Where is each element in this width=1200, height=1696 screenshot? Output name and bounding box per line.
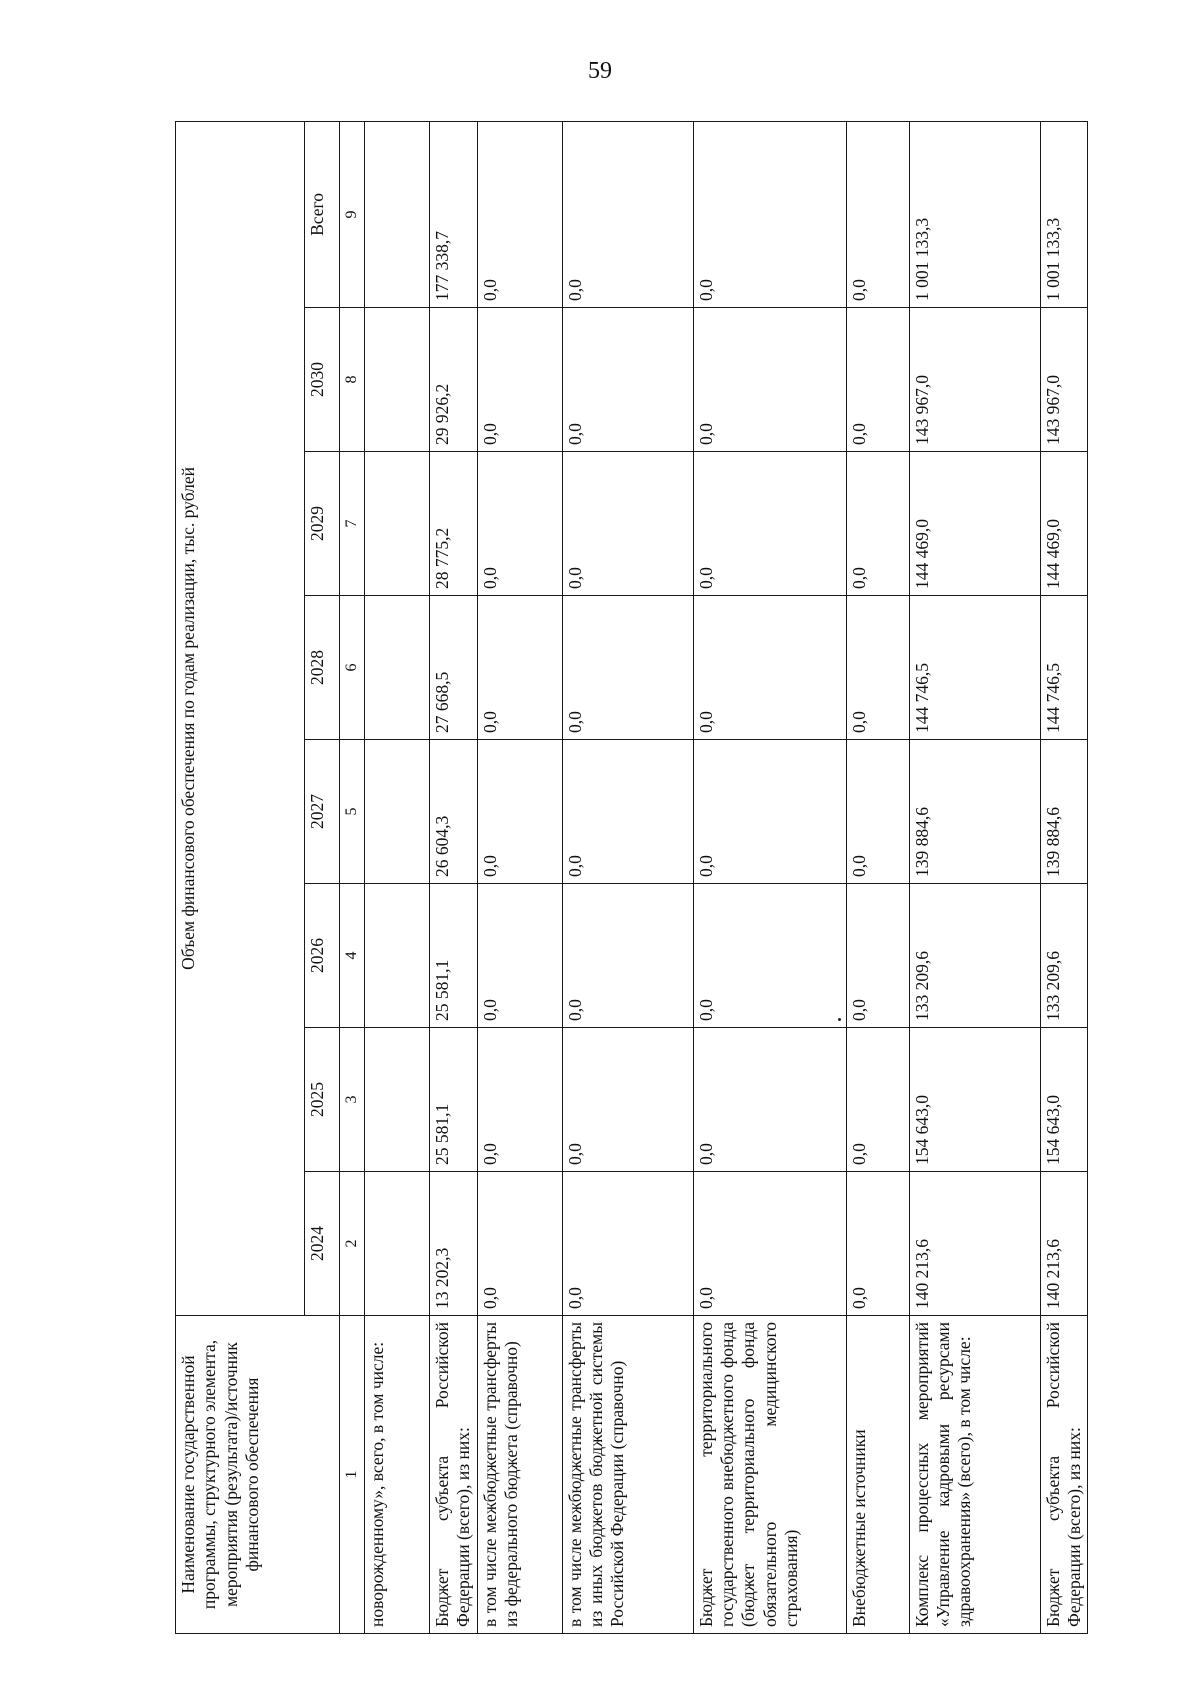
cell-value	[365, 596, 430, 740]
cell-value: 0,0	[562, 308, 693, 452]
row-name: новорожденному», всего, в том числе:	[365, 1316, 430, 1634]
cell-value: 0,0	[846, 1172, 909, 1316]
cell-value: 0,0	[562, 1028, 693, 1172]
column-number: 5	[340, 740, 365, 884]
cell-value: 0,0	[693, 1028, 846, 1172]
cell-value: 0,0	[693, 452, 846, 596]
cell-value: 29 926,2	[430, 308, 478, 452]
year-header: 2029	[305, 452, 340, 596]
cell-value	[365, 884, 430, 1028]
cell-value: 0,0	[477, 1172, 562, 1316]
cell-value: 28 775,2	[430, 452, 478, 596]
cell-value: 143 967,0	[909, 308, 1040, 452]
cell-value: 0,0	[846, 308, 909, 452]
column-number: 3	[340, 1028, 365, 1172]
cell-value: 0,0	[477, 1028, 562, 1172]
cell-value: 144 469,0	[909, 452, 1040, 596]
table-title: Объем финансового обеспечения по годам реализации, тыс. рублей	[176, 121, 305, 1315]
cell-value: 25 581,1	[430, 884, 478, 1028]
cell-value: 144 469,0	[1040, 452, 1088, 596]
column-number: 1	[340, 1316, 365, 1634]
cell-value-total: 0,0	[693, 121, 846, 307]
cell-value: 0,0	[846, 596, 909, 740]
cell-value-total: 1 001 133,3	[909, 121, 1040, 307]
cell-value: 0,0	[562, 740, 693, 884]
cell-value	[365, 1172, 430, 1316]
table-row	[430, 121, 478, 1633]
cell-value: 154 643,0	[1040, 1028, 1088, 1172]
column-number: 6	[340, 596, 365, 740]
cell-value: 0,0	[477, 452, 562, 596]
row-name: Внебюджетные источники	[846, 1316, 909, 1634]
cell-value-total	[365, 121, 430, 307]
scan-speck	[838, 1018, 841, 1021]
column-number: 4	[340, 884, 365, 1028]
cell-value: 26 604,3	[430, 740, 478, 884]
cell-value: 13 202,3	[430, 1172, 478, 1316]
year-header: 2027	[305, 740, 340, 884]
cell-value-total: 0,0	[562, 121, 693, 307]
row-name: в том числе межбюджетные трансферты из иных бюджетов бюджетной системы Российской Федерации (справочно)	[562, 1316, 693, 1634]
rotated-table-container	[175, 122, 1083, 1634]
column-number: 7	[340, 452, 365, 596]
cell-value: 0,0	[477, 596, 562, 740]
year-header: 2028	[305, 596, 340, 740]
cell-value: 0,0	[477, 740, 562, 884]
cell-value: 0,0	[693, 1172, 846, 1316]
cell-value-total: 0,0	[846, 121, 909, 307]
table-row	[693, 121, 846, 1633]
cell-value	[365, 452, 430, 596]
year-header: 2025	[305, 1028, 340, 1172]
cell-value: 0,0	[693, 740, 846, 884]
cell-value-total: 177 338,7	[430, 121, 478, 307]
table-row	[477, 121, 562, 1633]
row-name: в том числе межбюджетные трансферты из федерального бюджета (справочно)	[477, 1316, 562, 1634]
row-name: Комплекс процессных мероприятий «Управление кадровыми ресурсами здравоохранения» (всего), в том числе:	[909, 1316, 1040, 1634]
year-header: 2030	[305, 308, 340, 452]
cell-value: 154 643,0	[909, 1028, 1040, 1172]
cell-value: 0,0	[846, 452, 909, 596]
cell-value: 133 209,6	[909, 884, 1040, 1028]
table-row	[846, 121, 909, 1633]
cell-value: 0,0	[562, 452, 693, 596]
year-header: 2026	[305, 884, 340, 1028]
row-name: Бюджет территориального государственного внебюджетного фонда (бюджет территориального фонда обязательного медицинского страхования)	[693, 1316, 846, 1634]
cell-value	[365, 1028, 430, 1172]
row-name: Бюджет субъекта Российской Федерации (всего), из них:	[1040, 1316, 1088, 1634]
cell-value: 0,0	[846, 740, 909, 884]
cell-value: 0,0	[477, 884, 562, 1028]
cell-value: 144 746,5	[1040, 596, 1088, 740]
cell-value: 0,0	[846, 1028, 909, 1172]
table-row	[365, 121, 430, 1633]
cell-value: 0,0	[477, 308, 562, 452]
column-number: 9	[340, 121, 365, 307]
cell-value: 139 884,6	[909, 740, 1040, 884]
table-row	[909, 121, 1040, 1633]
cell-value	[365, 740, 430, 884]
cell-value: 0,0	[846, 884, 909, 1028]
column-number: 8	[340, 308, 365, 452]
table-row	[1040, 121, 1088, 1633]
cell-value: 27 668,5	[430, 596, 478, 740]
cell-value-total: 0,0	[477, 121, 562, 307]
cell-value: 0,0	[562, 884, 693, 1028]
cell-value: 139 884,6	[1040, 740, 1088, 884]
name-column-header: Наименование государственной программы, структурного элемента, мероприятия (результата)/источник финансового обеспечения	[176, 1316, 340, 1634]
year-header: 2024	[305, 1172, 340, 1316]
row-name: Бюджет субъекта Российской Федерации (всего), из них:	[430, 1316, 478, 1634]
year-header: Всего	[305, 121, 340, 307]
table-row	[562, 121, 693, 1633]
cell-value: 144 746,5	[909, 596, 1040, 740]
cell-value-total: 1 001 133,3	[1040, 121, 1088, 307]
cell-value: 25 581,1	[430, 1028, 478, 1172]
page-number: 59	[588, 58, 612, 84]
cell-value: 140 213,6	[909, 1172, 1040, 1316]
cell-value: 0,0	[562, 596, 693, 740]
cell-value: 0,0	[693, 308, 846, 452]
cell-value: 0,0	[562, 1172, 693, 1316]
column-number: 2	[340, 1172, 365, 1316]
cell-value	[365, 308, 430, 452]
cell-value: 0,0	[693, 884, 846, 1028]
financing-table	[175, 121, 1088, 1634]
cell-value: 140 213,6	[1040, 1172, 1088, 1316]
cell-value: 133 209,6	[1040, 884, 1088, 1028]
cell-value: 0,0	[693, 596, 846, 740]
cell-value: 143 967,0	[1040, 308, 1088, 452]
